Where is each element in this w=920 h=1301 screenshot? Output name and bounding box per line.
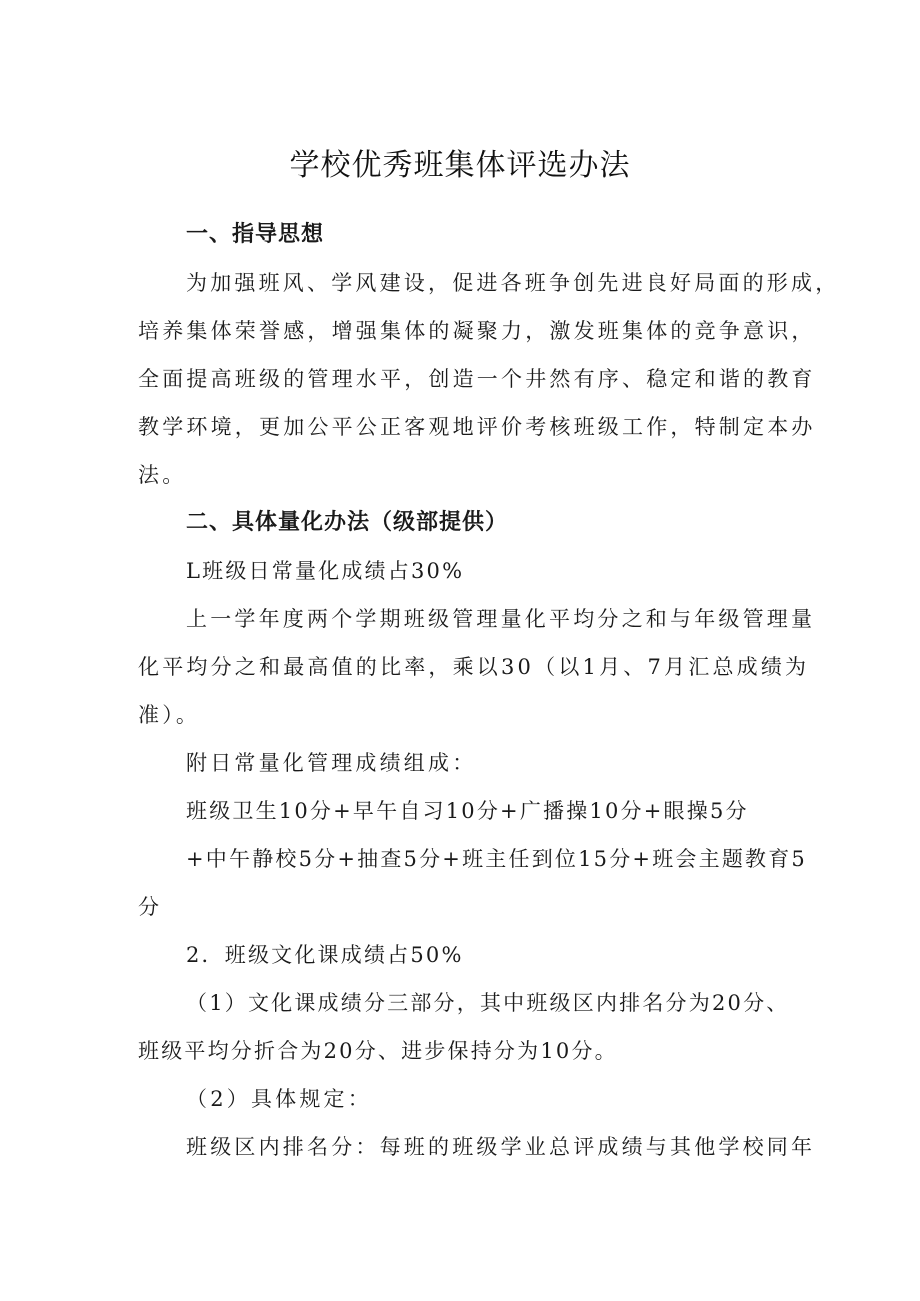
section-heading-guiding-thought: 一、指导思想 [186,222,325,247]
paragraph-line: 准）。 [138,703,201,727]
composition-line: +中午静校5分+抽查5分+班主任到位15分+班会主题教育5 [186,847,807,871]
composition-line: 班级卫生10分+早午自习10分+广播操10分+眼操5分 [186,799,749,823]
paragraph-line: 为加强班风、学风建设，促进各班争创先进良好局面的形成， [186,271,840,295]
paragraph-line: 上一学年度两个学期班级管理量化平均分之和与年级管理量 [186,607,816,631]
composition-line: 分 [138,895,163,919]
paragraph-line: 教学环境，更加公平公正客观地评价考核班级工作，特制定本办 [138,415,816,439]
item-title-academic-score: 2．班级文化课成绩占50% [186,943,464,967]
paragraph-line: 全面提高班级的管理水平，创造一个井然有序、稳定和谐的教育 [138,367,816,391]
paragraph-line: 培养集体荣誉感，增强集体的凝聚力，激发班集体的竞争意识， [138,319,816,343]
composition-label: 附日常量化管理成绩组成： [186,751,477,775]
paragraph-line: （1）文化课成绩分三部分，其中班级区内排名分为20分、 [186,991,790,1015]
paragraph-line: 班级平均分折合为20分、进步保持分为10分。 [138,1039,618,1063]
paragraph-line: 化平均分之和最高值的比率，乘以30（以1月、7月汇总成绩为 [138,655,810,679]
paragraph-line: 班级区内排名分：每班的班级学业总评成绩与其他学校同年 [186,1135,816,1159]
item-title-daily-score: L班级日常量化成绩占30% [186,559,465,583]
document-title: 学校优秀班集体评选办法 [289,148,631,183]
section-heading-quantification: 二、具体量化办法（级部提供） [186,510,509,535]
point-label-specific-rules: （2）具体规定： [186,1087,372,1111]
paragraph-line: 法。 [138,463,187,487]
